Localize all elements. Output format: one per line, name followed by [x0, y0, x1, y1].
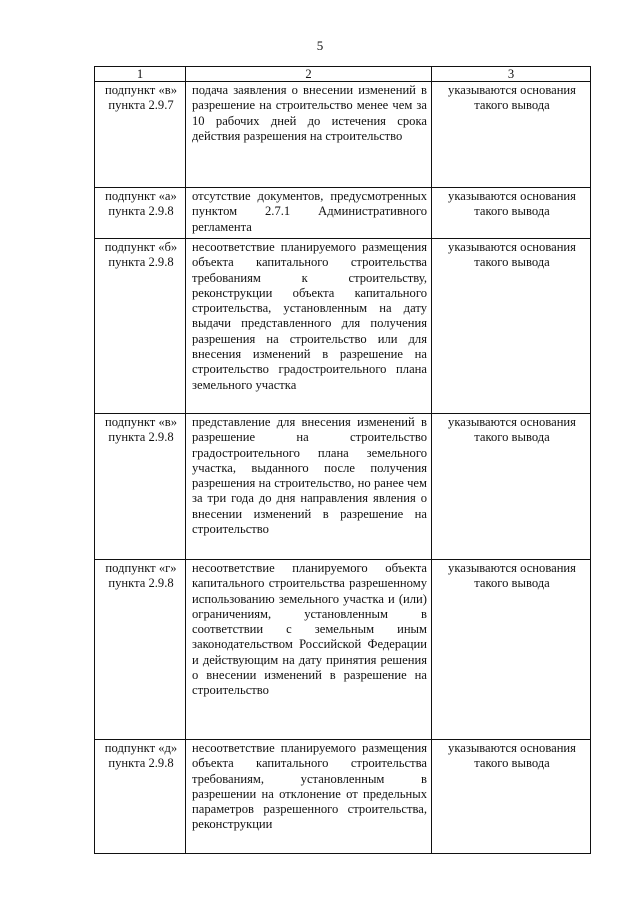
explanation-note: указываются основания такого вывода: [432, 560, 591, 740]
table-row: [95, 82, 591, 188]
table-row: [95, 239, 591, 414]
refusal-ground: несоответствие планируемого размещения объекта капитального строительства требованиям, установленным в разрешении на отклонение от предельных параметров разрешенного строительства, реконструкции: [186, 740, 432, 854]
grounds-table: [94, 66, 591, 854]
explanation-note: указываются основания такого вывода: [432, 414, 591, 560]
refusal-ground: несоответствие планируемого размещения объекта капитального строительства требованиям к строительству, реконструкции объекта капитального строительства, установленным на дату выдачи представленного для получения разрешения на строительство или для внесения изменений в разрешение на строительство градостроительного плана земельного участка: [186, 239, 432, 414]
clause-reference: подпункт «г» пункта 2.9.8: [95, 560, 186, 740]
table-row: [95, 188, 591, 239]
refusal-ground: подача заявления о внесении изменений в разрешение на строительство менее чем за 10 рабочих дней до истечения срока действия разрешения на строительство: [186, 82, 432, 188]
clause-reference: подпункт «б» пункта 2.9.8: [95, 239, 186, 414]
column-header-1: 1: [95, 67, 186, 82]
table-row: [95, 740, 591, 854]
column-header-3: 3: [432, 67, 591, 82]
clause-reference: подпункт «в» пункта 2.9.7: [95, 82, 186, 188]
explanation-note: указываются основания такого вывода: [432, 82, 591, 188]
table-row: [95, 414, 591, 560]
explanation-note: указываются основания такого вывода: [432, 239, 591, 414]
page-number: 5: [316, 38, 324, 53]
table-header-row: [95, 67, 591, 82]
explanation-note: указываются основания такого вывода: [432, 740, 591, 854]
explanation-note: указываются основания такого вывода: [432, 188, 591, 239]
refusal-ground: несоответствие планируемого объекта капитального строительства разрешенному использованию земельного участка и (или) ограничениям, установленным в соответствии с земельным иным законодательством Российской Федерации и действующим на дату принятия решения о внесении изменений в разрешение на строительство: [186, 560, 432, 740]
clause-reference: подпункт «а» пункта 2.9.8: [95, 188, 186, 239]
clause-reference: подпункт «д» пункта 2.9.8: [95, 740, 186, 854]
refusal-ground: представление для внесения изменений в разрешение на строительство градостроительного плана земельного участка, выданного после получения разрешения на строительство, но ранее чем за три года до дня направления явления о внесении изменений в разрешение на строительство: [186, 414, 432, 560]
table-row: [95, 560, 591, 740]
clause-reference: подпункт «в» пункта 2.9.8: [95, 414, 186, 560]
column-header-2: 2: [186, 67, 432, 82]
refusal-ground: отсутствие документов, предусмотренных пунктом 2.7.1 Административного регламента: [186, 188, 432, 239]
